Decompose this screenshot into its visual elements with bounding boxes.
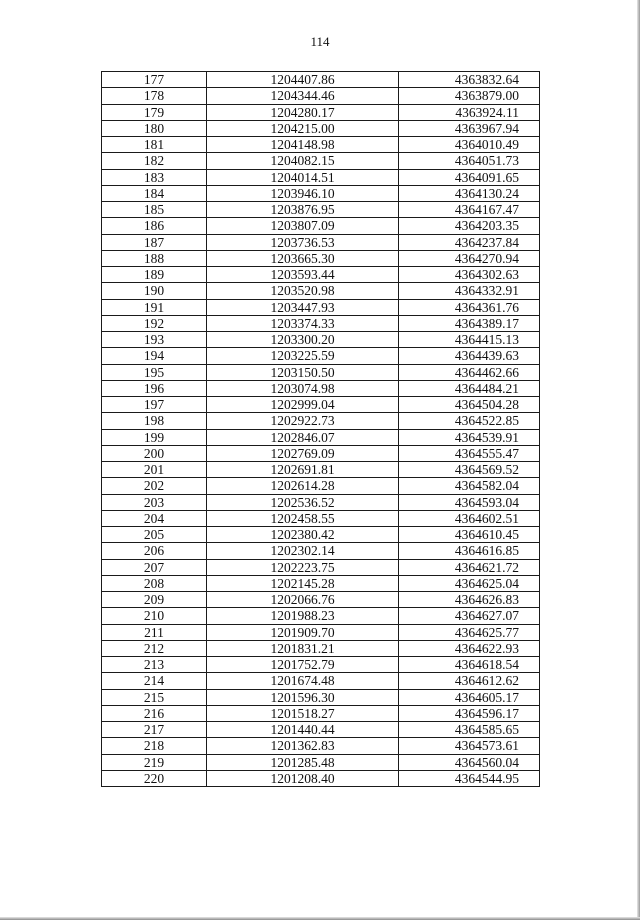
point-number-cell: 220 [102,770,207,786]
y-coordinate-cell: 4364602.51 [399,510,540,526]
table-row [102,234,540,250]
point-number-cell: 217 [102,722,207,738]
y-coordinate-cell: 4364504.28 [399,397,540,413]
point-number-cell: 188 [102,250,207,266]
table-row [102,364,540,380]
y-coordinate-cell: 4364302.63 [399,267,540,283]
table-row [102,722,540,738]
table-row [102,397,540,413]
x-coordinate-cell: 1201285.48 [207,754,399,770]
x-coordinate-cell: 1204344.46 [207,88,399,104]
y-coordinate-cell: 4364010.49 [399,137,540,153]
y-coordinate-cell: 4364439.63 [399,348,540,364]
y-coordinate-cell: 4364569.52 [399,462,540,478]
x-coordinate-cell: 1204014.51 [207,169,399,185]
y-coordinate-cell: 4364484.21 [399,380,540,396]
table-row [102,88,540,104]
x-coordinate-cell: 1203300.20 [207,332,399,348]
table-row [102,218,540,234]
table-row [102,185,540,201]
point-number-cell: 192 [102,315,207,331]
coordinates-table-body [102,72,540,787]
table-row [102,429,540,445]
table-row [102,315,540,331]
point-number-cell: 195 [102,364,207,380]
y-coordinate-cell: 4364610.45 [399,527,540,543]
y-coordinate-cell: 4364560.04 [399,754,540,770]
table-row [102,559,540,575]
x-coordinate-cell: 1202999.04 [207,397,399,413]
x-coordinate-cell: 1204407.86 [207,72,399,88]
point-number-cell: 193 [102,332,207,348]
y-coordinate-cell: 4363924.11 [399,104,540,120]
point-number-cell: 216 [102,705,207,721]
table-row [102,72,540,88]
x-coordinate-cell: 1203374.33 [207,315,399,331]
point-number-cell: 210 [102,608,207,624]
y-coordinate-cell: 4364462.66 [399,364,540,380]
y-coordinate-cell: 4364618.54 [399,657,540,673]
table-row [102,202,540,218]
x-coordinate-cell: 1203665.30 [207,250,399,266]
y-coordinate-cell: 4364585.65 [399,722,540,738]
x-coordinate-cell: 1202458.55 [207,510,399,526]
table-row [102,608,540,624]
page-number: 114 [310,34,330,49]
x-coordinate-cell: 1202691.81 [207,462,399,478]
point-number-cell: 200 [102,445,207,461]
point-number-cell: 181 [102,137,207,153]
point-number-cell: 211 [102,624,207,640]
table-row [102,510,540,526]
point-number-cell: 177 [102,72,207,88]
x-coordinate-cell: 1202380.42 [207,527,399,543]
table-row [102,137,540,153]
table-row [102,673,540,689]
table-row [102,657,540,673]
point-number-cell: 196 [102,380,207,396]
table-row [102,104,540,120]
x-coordinate-cell: 1203946.10 [207,185,399,201]
y-coordinate-cell: 4364237.84 [399,234,540,250]
x-coordinate-cell: 1201674.48 [207,673,399,689]
x-coordinate-cell: 1201831.21 [207,640,399,656]
table-row [102,462,540,478]
y-coordinate-cell: 4364522.85 [399,413,540,429]
x-coordinate-cell: 1201909.70 [207,624,399,640]
point-number-cell: 199 [102,429,207,445]
x-coordinate-cell: 1202223.75 [207,559,399,575]
table-row [102,527,540,543]
point-number-cell: 203 [102,494,207,510]
y-coordinate-cell: 4364167.47 [399,202,540,218]
table-row [102,543,540,559]
point-number-cell: 183 [102,169,207,185]
table-row [102,283,540,299]
x-coordinate-cell: 1203593.44 [207,267,399,283]
x-coordinate-cell: 1201752.79 [207,657,399,673]
y-coordinate-cell: 4364544.95 [399,770,540,786]
point-number-cell: 209 [102,592,207,608]
y-coordinate-cell: 4363832.64 [399,72,540,88]
y-coordinate-cell: 4364625.04 [399,575,540,591]
x-coordinate-cell: 1201988.23 [207,608,399,624]
point-number-cell: 187 [102,234,207,250]
table-row [102,380,540,396]
x-coordinate-cell: 1202769.09 [207,445,399,461]
x-coordinate-cell: 1202302.14 [207,543,399,559]
x-coordinate-cell: 1202066.76 [207,592,399,608]
x-coordinate-cell: 1203225.59 [207,348,399,364]
table-row [102,738,540,754]
x-coordinate-cell: 1204215.00 [207,120,399,136]
y-coordinate-cell: 4364091.65 [399,169,540,185]
y-coordinate-cell: 4364627.07 [399,608,540,624]
x-coordinate-cell: 1202846.07 [207,429,399,445]
y-coordinate-cell: 4364051.73 [399,153,540,169]
table-row [102,267,540,283]
x-coordinate-cell: 1202922.73 [207,413,399,429]
point-number-cell: 207 [102,559,207,575]
x-coordinate-cell: 1203447.93 [207,299,399,315]
y-coordinate-cell: 4364555.47 [399,445,540,461]
point-number-cell: 185 [102,202,207,218]
table-row [102,624,540,640]
point-number-cell: 190 [102,283,207,299]
table-row [102,445,540,461]
x-coordinate-cell: 1202536.52 [207,494,399,510]
point-number-cell: 212 [102,640,207,656]
table-row [102,478,540,494]
x-coordinate-cell: 1201518.27 [207,705,399,721]
point-number-cell: 201 [102,462,207,478]
y-coordinate-cell: 4364626.83 [399,592,540,608]
table-row [102,169,540,185]
point-number-cell: 214 [102,673,207,689]
table-row [102,250,540,266]
y-coordinate-cell: 4364270.94 [399,250,540,266]
point-number-cell: 197 [102,397,207,413]
table-row [102,299,540,315]
point-number-cell: 194 [102,348,207,364]
x-coordinate-cell: 1203520.98 [207,283,399,299]
y-coordinate-cell: 4364621.72 [399,559,540,575]
y-coordinate-cell: 4363879.00 [399,88,540,104]
point-number-cell: 184 [102,185,207,201]
point-number-cell: 215 [102,689,207,705]
x-coordinate-cell: 1204082.15 [207,153,399,169]
y-coordinate-cell: 4364593.04 [399,494,540,510]
y-coordinate-cell: 4364605.17 [399,689,540,705]
table-row [102,348,540,364]
table-row [102,494,540,510]
y-coordinate-cell: 4364415.13 [399,332,540,348]
point-number-cell: 186 [102,218,207,234]
x-coordinate-cell: 1203807.09 [207,218,399,234]
y-coordinate-cell: 4364612.62 [399,673,540,689]
point-number-cell: 179 [102,104,207,120]
table-row [102,592,540,608]
y-coordinate-cell: 4363967.94 [399,120,540,136]
table-row [102,575,540,591]
y-coordinate-cell: 4364622.93 [399,640,540,656]
x-coordinate-cell: 1204280.17 [207,104,399,120]
x-coordinate-cell: 1203876.95 [207,202,399,218]
x-coordinate-cell: 1203074.98 [207,380,399,396]
point-number-cell: 182 [102,153,207,169]
point-number-cell: 198 [102,413,207,429]
x-coordinate-cell: 1201440.44 [207,722,399,738]
y-coordinate-cell: 4364539.91 [399,429,540,445]
point-number-cell: 204 [102,510,207,526]
x-coordinate-cell: 1202614.28 [207,478,399,494]
y-coordinate-cell: 4364130.24 [399,185,540,201]
y-coordinate-cell: 4364582.04 [399,478,540,494]
y-coordinate-cell: 4364361.76 [399,299,540,315]
y-coordinate-cell: 4364203.35 [399,218,540,234]
point-number-cell: 219 [102,754,207,770]
y-coordinate-cell: 4364596.17 [399,705,540,721]
x-coordinate-cell: 1201208.40 [207,770,399,786]
table-row [102,689,540,705]
x-coordinate-cell: 1203736.53 [207,234,399,250]
point-number-cell: 205 [102,527,207,543]
point-number-cell: 178 [102,88,207,104]
point-number-cell: 189 [102,267,207,283]
table-row [102,640,540,656]
point-number-cell: 218 [102,738,207,754]
point-number-cell: 206 [102,543,207,559]
point-number-cell: 191 [102,299,207,315]
y-coordinate-cell: 4364332.91 [399,283,540,299]
table-row [102,754,540,770]
y-coordinate-cell: 4364573.61 [399,738,540,754]
coordinates-table [101,71,540,787]
table-row [102,332,540,348]
x-coordinate-cell: 1204148.98 [207,137,399,153]
x-coordinate-cell: 1202145.28 [207,575,399,591]
table-row [102,153,540,169]
table-row [102,770,540,786]
x-coordinate-cell: 1203150.50 [207,364,399,380]
y-coordinate-cell: 4364616.85 [399,543,540,559]
point-number-cell: 202 [102,478,207,494]
point-number-cell: 213 [102,657,207,673]
table-row [102,705,540,721]
point-number-cell: 180 [102,120,207,136]
point-number-cell: 208 [102,575,207,591]
x-coordinate-cell: 1201596.30 [207,689,399,705]
table-row [102,413,540,429]
y-coordinate-cell: 4364389.17 [399,315,540,331]
x-coordinate-cell: 1201362.83 [207,738,399,754]
table-row [102,120,540,136]
y-coordinate-cell: 4364625.77 [399,624,540,640]
